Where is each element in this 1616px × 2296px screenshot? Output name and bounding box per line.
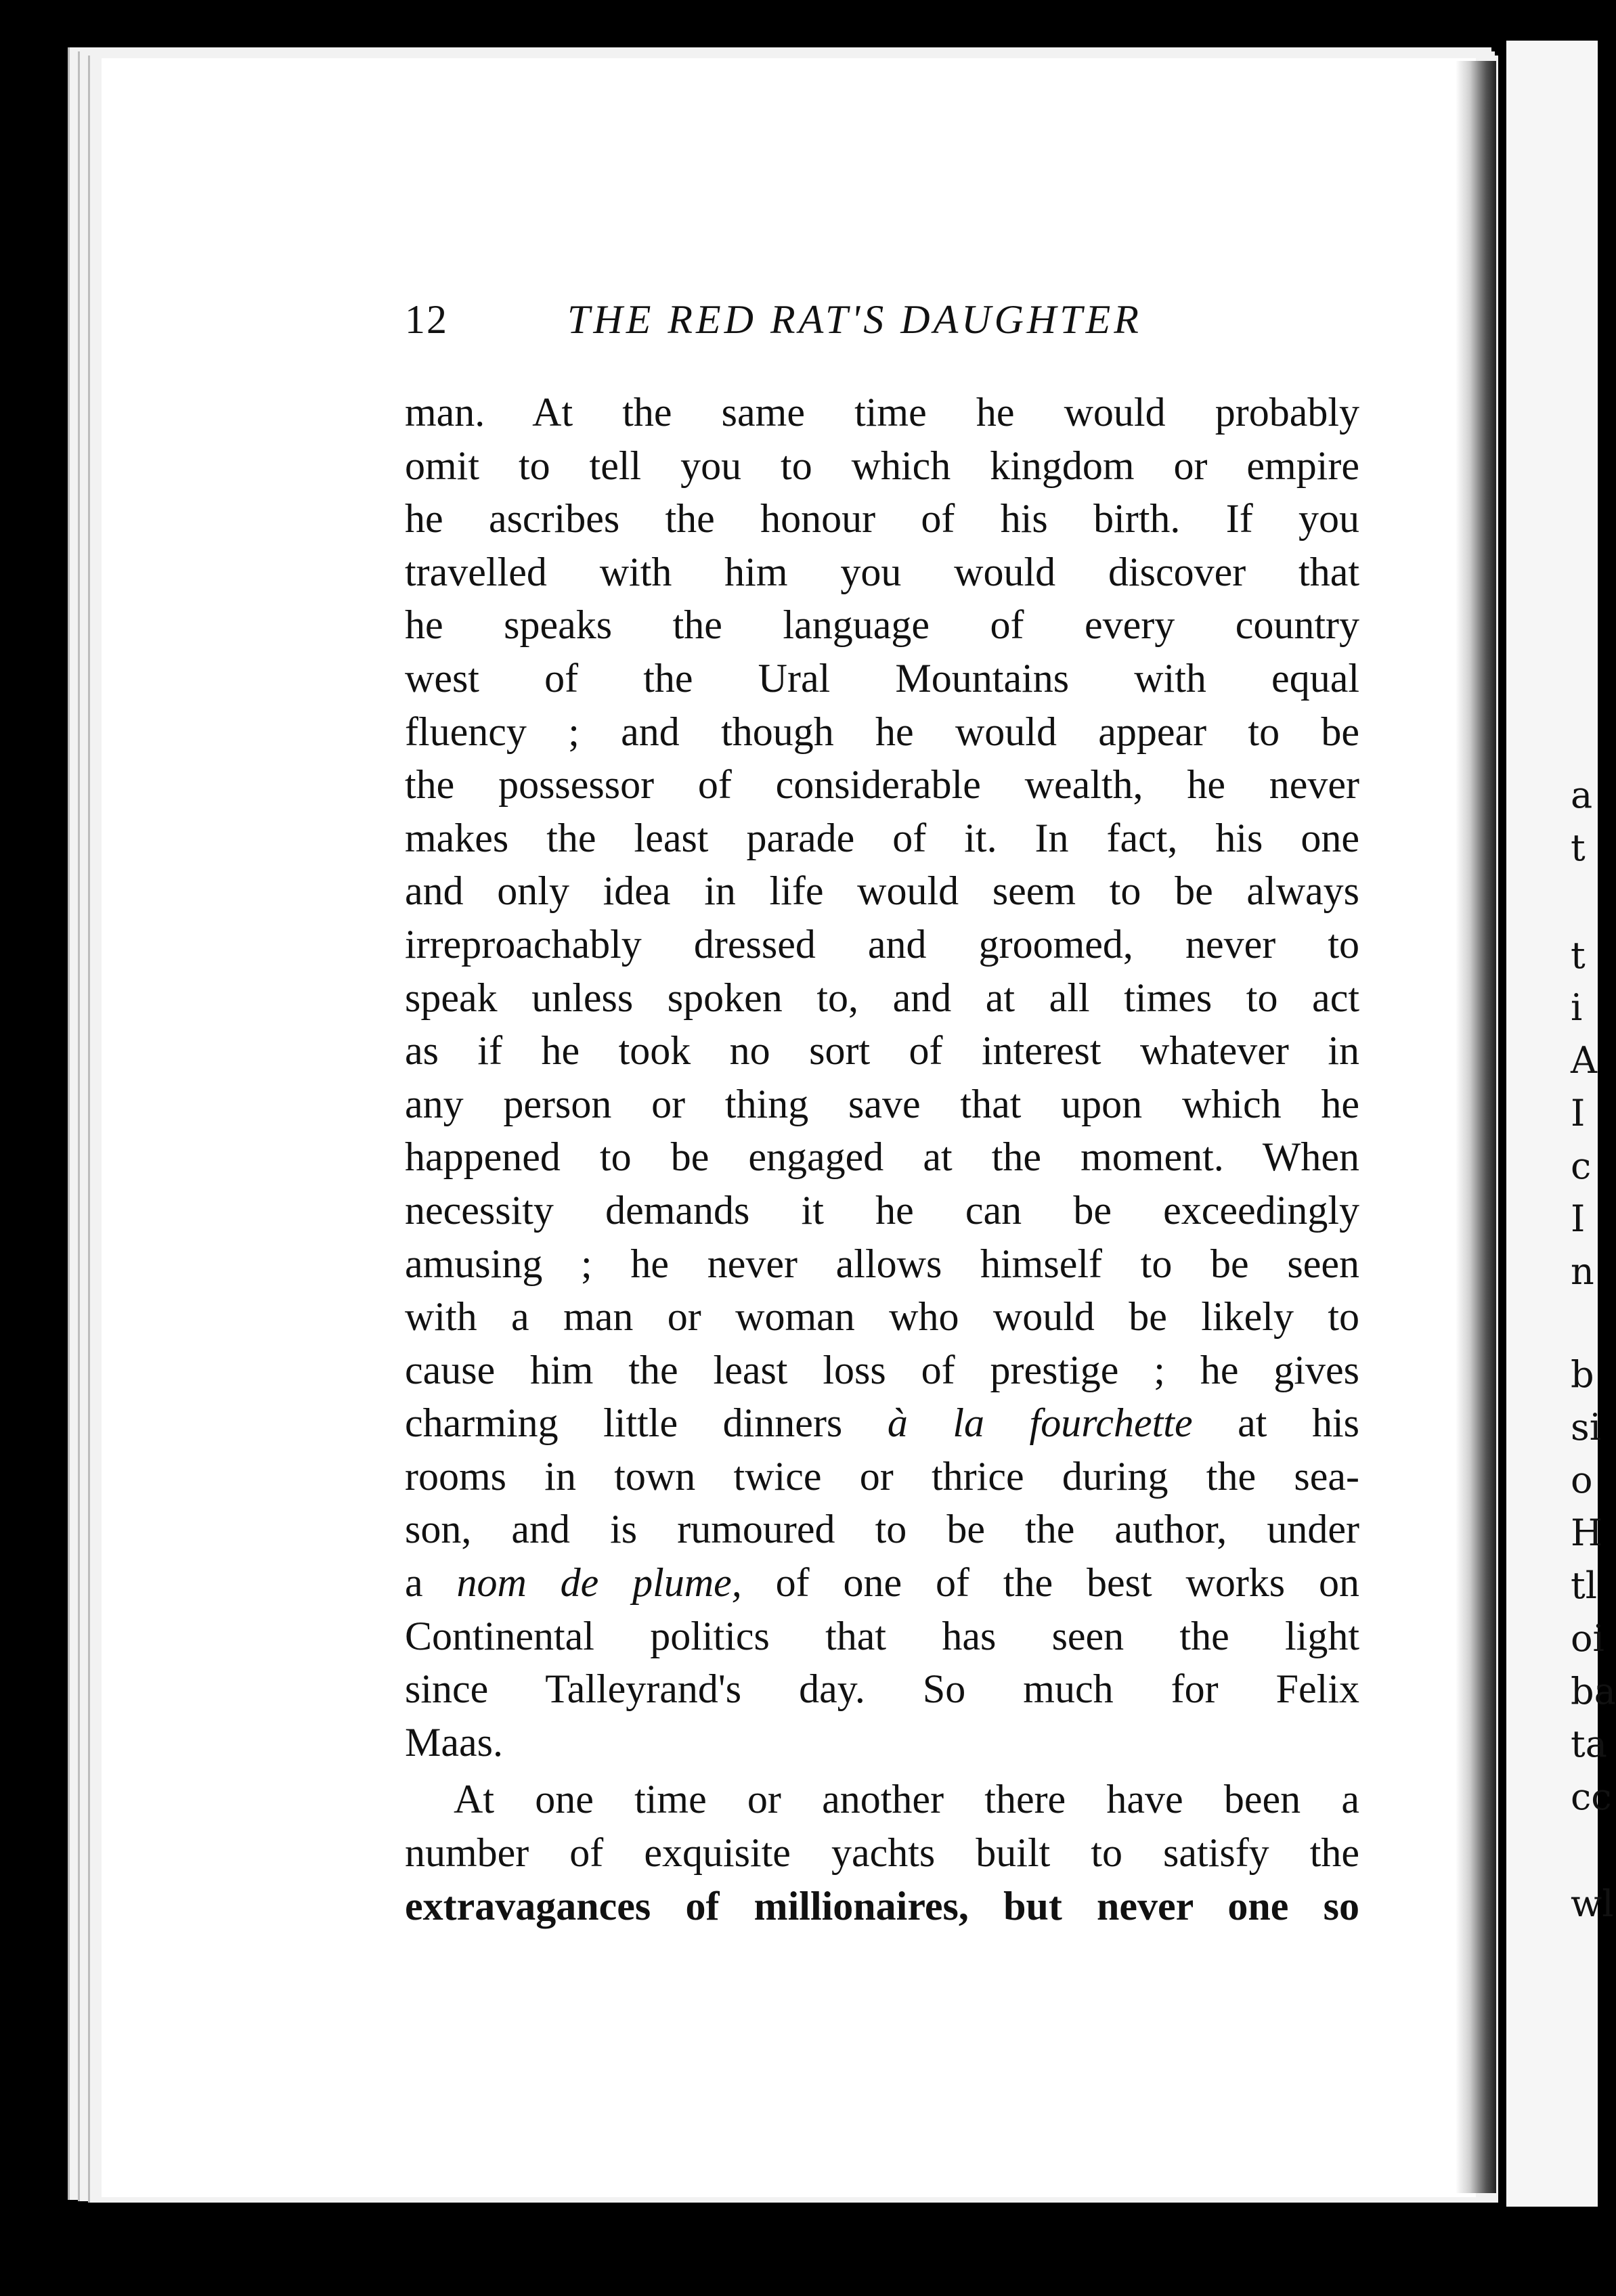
italic-phrase: nom de plume, (456, 1560, 742, 1606)
text-line: man. At the same time he would probably (405, 390, 1359, 435)
text-run: charming little dinners (405, 1400, 888, 1446)
text-line: omit to tell you to which kingdom or empire (405, 443, 1359, 488)
italic-phrase: à la fourchette (887, 1400, 1193, 1446)
text-line: son, and is rumoured to be the author, under (405, 1507, 1359, 1552)
facing-fragment: t (1571, 826, 1586, 869)
paragraph (405, 386, 1359, 1769)
facing-fragment: a (1571, 774, 1593, 816)
facing-fragment: i (1571, 986, 1583, 1029)
text-line: necessity demands it he can be exceedingly (405, 1187, 1359, 1233)
facing-fragment: oi (1571, 1617, 1604, 1660)
text-line: extravagances of millionaires, but never one so (405, 1883, 1359, 1928)
text-line: the possessor of considerable wealth, he never (405, 762, 1359, 808)
text-line: fluency ; and though he would appear to be (405, 709, 1359, 754)
facing-fragment: ta (1571, 1723, 1607, 1765)
text-line: he speaks the language of every country (405, 602, 1359, 648)
facing-fragment: n (1571, 1250, 1594, 1293)
text-line: he ascribes the honour of his birth. If you (405, 496, 1359, 542)
text-line: cause him the least loss of prestige ; he gives (405, 1347, 1359, 1392)
running-title: THE RED RAT'S DAUGHTER (567, 297, 1142, 342)
running-header (405, 296, 1366, 351)
text-line (405, 1396, 1359, 1450)
text-line: with a man or woman who would be likely to (405, 1294, 1359, 1340)
page-number: 12 (405, 297, 448, 342)
text-run: of one of the best works on (741, 1560, 1360, 1606)
text-line: as if he took no sort of interest whatever in (405, 1028, 1359, 1074)
text-line (405, 1556, 1359, 1610)
text-line: number of exquisite yachts built to satisfy the (405, 1830, 1359, 1876)
paragraph (405, 1773, 1359, 1933)
text-line: amusing ; he never allows himself to be seen (405, 1241, 1359, 1286)
facing-fragment: I (1571, 1092, 1586, 1134)
facing-fragment: t (1571, 934, 1586, 977)
facing-fragment: c (1571, 1145, 1592, 1187)
facing-fragment: o (1571, 1459, 1593, 1501)
body-text (405, 386, 1359, 1933)
text-line: makes the least parade of it. In fact, his one (405, 815, 1359, 860)
text-line: rooms in town twice or thrice during the sea- (405, 1453, 1359, 1499)
text-line: any person or thing save that upon which he (405, 1081, 1359, 1126)
facing-fragment: wl (1571, 1882, 1614, 1925)
text-line: speak unless spoken to, and at all times to act (405, 975, 1359, 1020)
text-line: happened to be engaged at the moment. When (405, 1134, 1359, 1180)
facing-fragment: H (1571, 1511, 1603, 1554)
text-line: and only idea in life would seem to be always (405, 868, 1359, 914)
text-line: since Talleyrand's day. So much for Felix (405, 1666, 1359, 1712)
facing-fragment: tl (1571, 1564, 1597, 1607)
facing-fragment: A (1571, 1039, 1597, 1082)
text-line: west of the Ural Mountains with equal (405, 655, 1359, 701)
text-line: At one time or another there have been a (454, 1777, 1359, 1822)
text-run: a (405, 1560, 457, 1606)
facing-fragment: si (1571, 1406, 1601, 1449)
facing-fragment: b (1571, 1353, 1594, 1396)
text-line: Maas. (405, 1719, 503, 1765)
binding-gutter (1456, 61, 1496, 2193)
text-line: irreproachably dressed and groomed, never to (405, 921, 1359, 967)
text-run: at his (1192, 1400, 1359, 1446)
facing-fragment: I (1571, 1197, 1586, 1240)
text-line: travelled with him you would discover that (405, 549, 1359, 594)
text-line: Continental politics that has seen the light (405, 1613, 1359, 1658)
facing-fragment: cc (1571, 1775, 1612, 1818)
facing-fragment: ba (1571, 1670, 1616, 1713)
